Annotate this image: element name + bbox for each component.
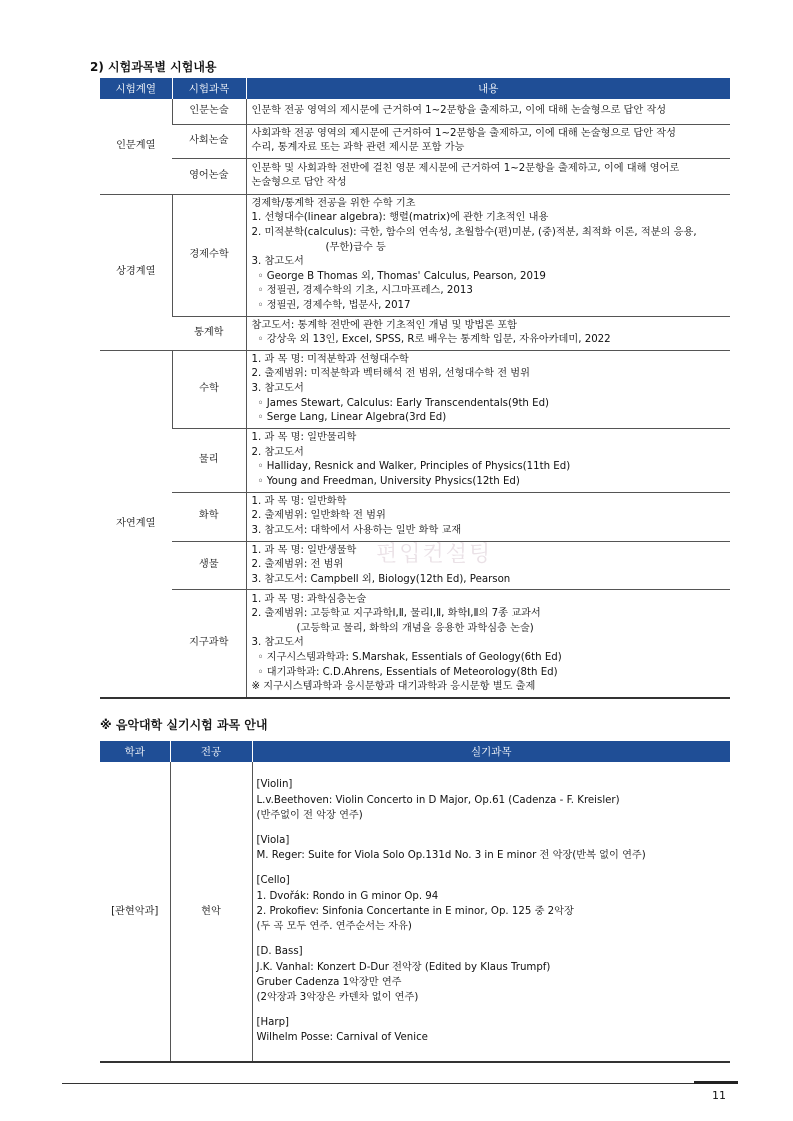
track-humanities: 인문계열	[100, 99, 172, 194]
major-cell: 현악	[170, 762, 252, 1062]
table-row	[100, 158, 730, 194]
watermark: 편입컨설팅	[376, 542, 493, 567]
content-cell: 1. 과 목 명: 일반생물학 2. 출제범위: 전 범위 3. 참고도서: Campbell 외, Biology(12th Ed), Pearson	[246, 541, 730, 590]
exam-subjects-table	[100, 78, 730, 699]
practical-content-cell: [Violin] L.v.Beethoven: Violin Concerto in D Major, Op.61 (Cadenza - F. Kreisler) (반주없이 전 악장 연주) [Viola] M. Reger: Suite for Viola Solo Op.131d No. 3 in E minor 전 악장(반복 없이 연주) [Cello] 1. Dvořák: Rondo in G minor Op. 94 2. Prokofiev: Sinfonia Concertante in E minor, Op. 125 중 2악장 (두 곡 모두 연주. 연주순서는 자유) [D. Bass] J.K. Vanhal: Konzert D-Dur 전악장 (Edited by Klaus Trumpf) Gruber Cadenza 1악장만 연주 (2악장과 3악장은 카덴차 없이 연주) [Harp] Wilhelm Posse: Carnival of Venice	[252, 762, 730, 1062]
header-exam-subject: 시험과목	[172, 78, 246, 99]
table-row	[100, 762, 730, 1062]
table-row	[100, 316, 730, 350]
section2-title: ※ 음악대학 실기시험 과목 안내	[100, 718, 268, 732]
content-cell: 1. 과 목 명: 과학심층논술 2. 출제범위: 고등학교 지구과학Ⅰ,Ⅱ, 물리Ⅰ,Ⅱ, 화학Ⅰ,Ⅱ의 7종 교과서 (고등학교 물리, 화학의 개념을 응용한 과학심층 논술) 3. 참고도서 ◦ 지구시스템과학과: S.Marshak, Essentials of Geology(6th Ed) ◦ 대기과학과: C.D.Ahrens, Essentials of Meteorology(8th Ed) ※ 지구시스템과학과 응시문항과 대기과학과 응시문항 별도 출제	[246, 590, 730, 698]
department-cell: [관현악과]	[100, 762, 170, 1062]
content-cell: 1. 과 목 명: 일반물리학 2. 참고도서 ◦ Halliday, Resnick and Walker, Principles of Physics(11th Ed) ◦ Young and Freedman, University Physics(12th Ed)	[246, 428, 730, 492]
header-major: 전공	[170, 741, 252, 762]
content-cell: 인문학 및 사회과학 전반에 걸친 영문 제시문에 근거하여 1~2문항을 출제하고, 이에 대해 영어로 논술형으로 답안 작성	[246, 158, 730, 194]
table-row	[100, 124, 730, 158]
table-row	[100, 492, 730, 541]
table-row	[100, 350, 730, 428]
track-natural-science: 자연계열	[100, 350, 172, 698]
track-business: 상경계열	[100, 194, 172, 350]
subject-cell: 물리	[172, 428, 246, 492]
subject-cell: 사회논술	[172, 124, 246, 158]
page-number: 11	[712, 1089, 726, 1102]
content-cell: 사회과학 전공 영역의 제시문에 근거하여 1~2문항을 출제하고, 이에 대해 논술형으로 답안 작성 수리, 통계자료 또는 과학 관련 제시문 포함 가능	[246, 124, 730, 158]
header-practical-subject: 실기과목	[252, 741, 730, 762]
table-row	[100, 428, 730, 492]
table-row	[100, 590, 730, 698]
subject-cell: 수학	[172, 350, 246, 428]
table-row	[100, 99, 730, 124]
content-cell: 참고도서: 통계학 전반에 관한 기초적인 개념 및 방법론 포함 ◦ 강상욱 외 13인, Excel, SPSS, R로 배우는 통계학 입문, 자유아카데미, 2022	[246, 316, 730, 350]
music-practical-table	[100, 741, 730, 1063]
subject-cell: 경제수학	[172, 194, 246, 316]
subject-cell: 생물	[172, 541, 246, 590]
header-content: 내용	[246, 78, 730, 99]
table-row	[100, 194, 730, 316]
header-department: 학과	[100, 741, 170, 762]
content-cell: 인문학 전공 영역의 제시문에 근거하여 1~2문항을 출제하고, 이에 대해 논술형으로 답안 작성	[246, 99, 730, 124]
content-cell: 경제학/통계학 전공을 위한 수학 기초 1. 선형대수(linear algebra): 행렬(matrix)에 관한 기초적인 내용 2. 미적분학(calculus): 극한, 함수의 연속성, 초월함수(편)미분, (중)적분, 최적화 이론, 적분의 응용, (무한)급수 등 3. 참고도서 ◦ George B Thomas 외, Thomas' Calculus, Pearson, 2019 ◦ 정필권, 경제수학의 기초, 시그마프레스, 2013 ◦ 정필권, 경제수학, 법문사, 2017	[246, 194, 730, 316]
page-number-tab	[694, 1081, 738, 1084]
header-exam-track: 시험계열	[100, 78, 172, 99]
subject-cell: 인문논술	[172, 99, 246, 124]
content-cell: 1. 과 목 명: 미적분학과 선형대수학 2. 출제범위: 미적분학과 벡터해석 전 범위, 선형대수학 전 범위 3. 참고도서 ◦ James Stewart, Calculus: Early Transcendentals(9th Ed) ◦ Serge Lang, Linear Algebra(3rd Ed)	[246, 350, 730, 428]
subject-cell: 영어논술	[172, 158, 246, 194]
subject-cell: 지구과학	[172, 590, 246, 698]
footer-rule	[62, 1083, 738, 1084]
subject-cell: 화학	[172, 492, 246, 541]
subject-cell: 통계학	[172, 316, 246, 350]
section-title: 2) 시험과목별 시험내용	[90, 60, 217, 74]
content-cell: 1. 과 목 명: 일반화학 2. 출제범위: 일반화학 전 범위 3. 참고도서: 대학에서 사용하는 일반 화학 교재	[246, 492, 730, 541]
